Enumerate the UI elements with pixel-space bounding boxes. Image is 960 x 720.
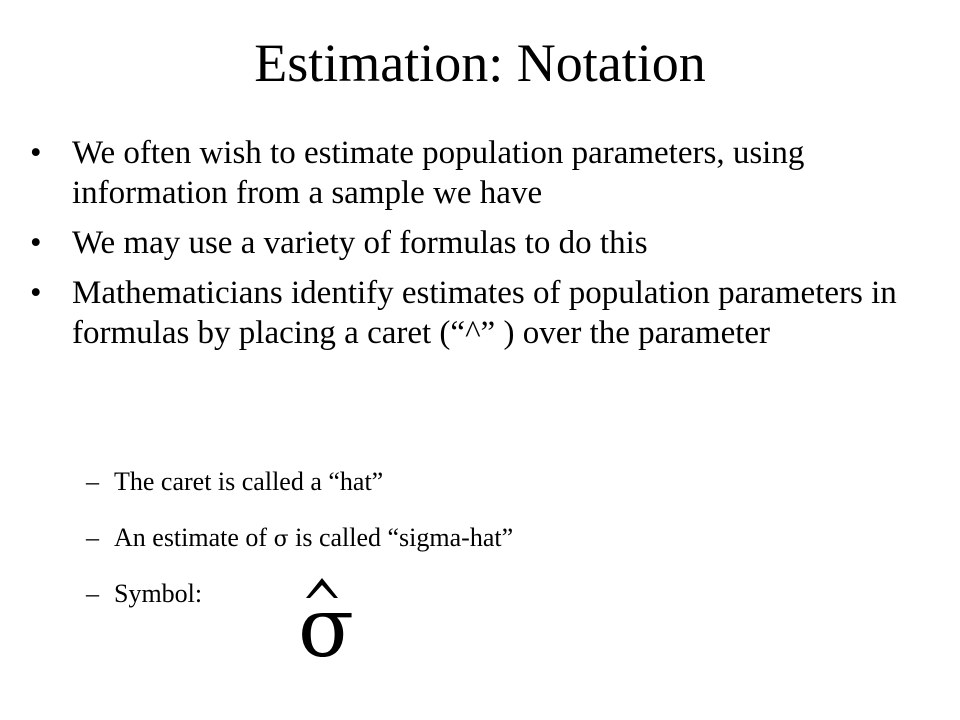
bullet-marker: • — [30, 135, 42, 171]
slide-title: Estimation: Notation — [254, 33, 706, 93]
bullet-text: Mathematicians identify estimates of population parameters in formulas by placing a caret (“^” ) over the parameter — [72, 275, 897, 351]
bullet-text: We often wish to estimate population parameters, using information from a sample we have — [72, 135, 805, 211]
bullet-list — [30, 133, 930, 363]
sub-bullet-item — [86, 574, 846, 630]
sub-bullet-text-after: is called “sigma-hat” — [288, 523, 514, 552]
sub-bullet-item — [86, 462, 846, 518]
sub-bullet-text: The caret is called a “hat” — [114, 467, 384, 496]
bullet-item — [30, 273, 930, 353]
bullet-text: We may use a variety of formulas to do this — [72, 225, 648, 261]
sub-bullet-item — [86, 518, 846, 574]
bullet-marker: • — [30, 275, 42, 311]
sigma-glyph: σ — [298, 581, 354, 676]
sub-bullet-marker: – — [86, 579, 99, 608]
bullet-marker: • — [30, 225, 42, 261]
bullet-item — [30, 223, 930, 263]
sub-bullet-list — [86, 462, 846, 630]
bullet-item — [30, 133, 930, 213]
sigma-hat-symbol — [298, 572, 368, 676]
sub-bullet-text-before: An estimate of — [114, 523, 274, 552]
sub-bullet-marker: – — [86, 523, 99, 552]
sub-bullet-text: Symbol: — [114, 579, 203, 608]
sub-bullet-marker: – — [86, 467, 99, 496]
sigma-symbol: σ — [273, 527, 289, 552]
